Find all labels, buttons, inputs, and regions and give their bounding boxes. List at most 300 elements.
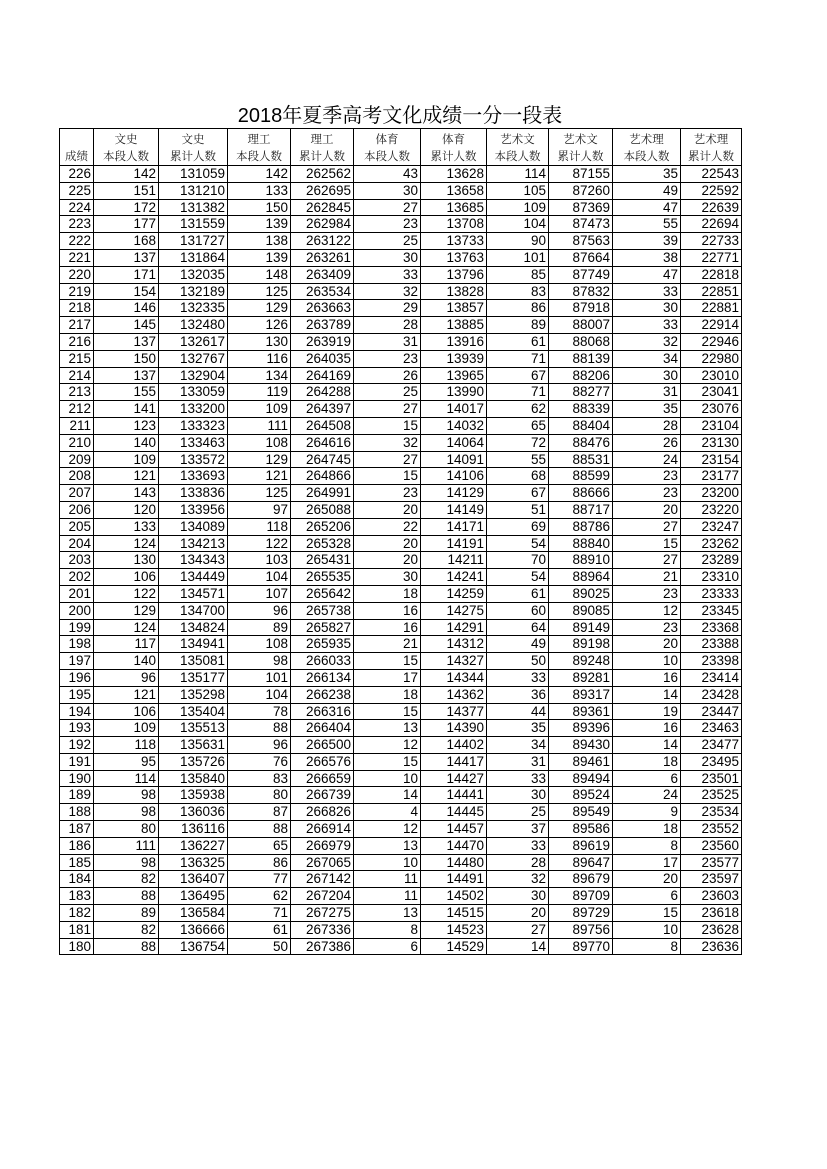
count-cell: 118 [94, 737, 159, 754]
count-cell: 132189 [159, 283, 228, 300]
column-header-label: 累计人数 [557, 149, 604, 163]
count-cell: 151 [94, 182, 159, 199]
table-row [60, 753, 742, 770]
count-cell: 14327 [421, 653, 487, 670]
score-cell: 188 [60, 804, 94, 821]
count-cell: 20 [354, 501, 421, 518]
column-header-group: 体育 [375, 132, 399, 146]
count-cell: 264991 [291, 485, 354, 502]
count-cell: 89 [487, 317, 549, 334]
count-cell: 262562 [291, 166, 354, 183]
column-header [354, 129, 421, 166]
count-cell: 30 [487, 888, 549, 905]
count-cell: 98 [94, 854, 159, 871]
count-cell: 142 [94, 166, 159, 183]
count-cell: 80 [228, 787, 291, 804]
table-row [60, 938, 742, 955]
count-cell: 88910 [549, 552, 613, 569]
count-cell: 265827 [291, 619, 354, 636]
count-cell: 15 [354, 753, 421, 770]
count-cell: 87369 [549, 199, 613, 216]
count-cell: 14502 [421, 888, 487, 905]
count-cell: 148 [228, 266, 291, 283]
count-cell: 8 [354, 921, 421, 938]
count-cell: 266914 [291, 821, 354, 838]
count-cell: 88 [228, 821, 291, 838]
count-cell: 34 [487, 737, 549, 754]
count-cell: 123 [94, 417, 159, 434]
count-cell: 49 [613, 182, 681, 199]
count-cell: 28 [487, 854, 549, 871]
count-cell: 65 [228, 837, 291, 854]
count-cell: 32 [487, 871, 549, 888]
count-cell: 23 [613, 619, 681, 636]
count-cell: 109 [94, 720, 159, 737]
count-cell: 16 [613, 669, 681, 686]
table-row [60, 636, 742, 653]
count-cell: 101 [487, 249, 549, 266]
count-cell: 23560 [681, 837, 742, 854]
count-cell: 87563 [549, 233, 613, 250]
table-row [60, 703, 742, 720]
count-cell: 23428 [681, 686, 742, 703]
count-cell: 27 [354, 401, 421, 418]
count-cell: 135404 [159, 703, 228, 720]
count-cell: 104 [228, 686, 291, 703]
count-cell: 13763 [421, 249, 487, 266]
count-cell: 89396 [549, 720, 613, 737]
column-header [94, 129, 159, 166]
count-cell: 88964 [549, 569, 613, 586]
count-cell: 20 [487, 905, 549, 922]
column-header-label: 累计人数 [688, 149, 734, 163]
count-cell: 55 [487, 451, 549, 468]
count-cell: 23414 [681, 669, 742, 686]
count-cell: 109 [94, 451, 159, 468]
count-cell: 23010 [681, 367, 742, 384]
score-cell: 209 [60, 451, 94, 468]
table-row [60, 720, 742, 737]
count-cell: 135631 [159, 737, 228, 754]
count-cell: 120 [94, 501, 159, 518]
count-cell: 88786 [549, 518, 613, 535]
count-cell: 11 [354, 888, 421, 905]
count-cell: 23628 [681, 921, 742, 938]
count-cell: 13939 [421, 350, 487, 367]
column-header-group: 艺术文 [563, 132, 598, 146]
column-header-group: 理工 [310, 132, 334, 146]
count-cell: 15 [613, 535, 681, 552]
count-cell: 267386 [291, 938, 354, 955]
count-cell: 10 [354, 854, 421, 871]
count-cell: 89461 [549, 753, 613, 770]
count-cell: 23 [613, 468, 681, 485]
count-cell: 23603 [681, 888, 742, 905]
count-cell: 267142 [291, 871, 354, 888]
table-row [60, 787, 742, 804]
count-cell: 14106 [421, 468, 487, 485]
count-cell: 13 [354, 837, 421, 854]
count-cell: 133 [94, 518, 159, 535]
count-cell: 71 [228, 905, 291, 922]
table-row [60, 518, 742, 535]
count-cell: 86 [487, 300, 549, 317]
count-cell: 14191 [421, 535, 487, 552]
count-cell: 89361 [549, 703, 613, 720]
count-cell: 135298 [159, 686, 228, 703]
count-cell: 15 [613, 905, 681, 922]
count-cell: 106 [94, 569, 159, 586]
column-header-group: 理工 [247, 132, 271, 146]
score-cell: 187 [60, 821, 94, 838]
count-cell: 15 [354, 703, 421, 720]
count-cell: 266500 [291, 737, 354, 754]
count-cell: 26 [613, 434, 681, 451]
count-cell: 82 [94, 871, 159, 888]
score-cell: 220 [60, 266, 94, 283]
count-cell: 23477 [681, 737, 742, 754]
column-header-label: 累计人数 [170, 149, 216, 163]
count-cell: 23447 [681, 703, 742, 720]
count-cell: 122 [94, 585, 159, 602]
count-cell: 265088 [291, 501, 354, 518]
score-cell: 191 [60, 753, 94, 770]
count-cell: 129 [228, 300, 291, 317]
count-cell: 8 [613, 837, 681, 854]
count-cell: 89 [228, 619, 291, 636]
column-header [228, 129, 291, 166]
count-cell: 264397 [291, 401, 354, 418]
count-cell: 101 [228, 669, 291, 686]
count-cell: 32 [354, 283, 421, 300]
count-cell: 23398 [681, 653, 742, 670]
count-cell: 29 [354, 300, 421, 317]
score-cell: 180 [60, 938, 94, 955]
count-cell: 14344 [421, 669, 487, 686]
count-cell: 97 [228, 501, 291, 518]
count-cell: 76 [228, 753, 291, 770]
score-cell: 213 [60, 384, 94, 401]
count-cell: 265431 [291, 552, 354, 569]
column-header [549, 129, 613, 166]
count-cell: 33 [354, 266, 421, 283]
count-cell: 21 [354, 636, 421, 653]
count-cell: 22818 [681, 266, 742, 283]
count-cell: 87664 [549, 249, 613, 266]
count-cell: 71 [487, 384, 549, 401]
score-cell: 217 [60, 317, 94, 334]
count-cell: 22946 [681, 333, 742, 350]
count-cell: 114 [487, 166, 549, 183]
score-cell: 207 [60, 485, 94, 502]
count-cell: 88 [228, 720, 291, 737]
count-cell: 22914 [681, 317, 742, 334]
count-cell: 33 [613, 317, 681, 334]
count-cell: 86 [228, 854, 291, 871]
count-cell: 31 [354, 333, 421, 350]
count-cell: 23388 [681, 636, 742, 653]
count-cell: 108 [228, 636, 291, 653]
table-row [60, 266, 742, 283]
count-cell: 89524 [549, 787, 613, 804]
count-cell: 23289 [681, 552, 742, 569]
column-header-group: 文史 [181, 132, 205, 146]
score-cell: 210 [60, 434, 94, 451]
score-cell: 226 [60, 166, 94, 183]
count-cell: 23618 [681, 905, 742, 922]
count-cell: 30 [487, 787, 549, 804]
score-cell: 218 [60, 300, 94, 317]
count-cell: 22980 [681, 350, 742, 367]
count-cell: 264508 [291, 417, 354, 434]
count-cell: 87918 [549, 300, 613, 317]
count-cell: 67 [487, 485, 549, 502]
count-cell: 34 [613, 350, 681, 367]
count-cell: 8 [613, 938, 681, 955]
count-cell: 23130 [681, 434, 742, 451]
count-cell: 132904 [159, 367, 228, 384]
count-cell: 125 [228, 485, 291, 502]
count-cell: 21 [613, 569, 681, 586]
count-cell: 27 [354, 199, 421, 216]
count-cell: 88277 [549, 384, 613, 401]
count-cell: 140 [94, 434, 159, 451]
count-cell: 125 [228, 283, 291, 300]
count-cell: 133323 [159, 417, 228, 434]
count-cell: 27 [487, 921, 549, 938]
table-row [60, 569, 742, 586]
count-cell: 133200 [159, 401, 228, 418]
count-cell: 33 [487, 770, 549, 787]
count-cell: 10 [354, 770, 421, 787]
count-cell: 71 [487, 350, 549, 367]
count-cell: 150 [228, 199, 291, 216]
count-cell: 138 [228, 233, 291, 250]
count-cell: 154 [94, 283, 159, 300]
count-cell: 129 [228, 451, 291, 468]
count-cell: 266238 [291, 686, 354, 703]
table-row [60, 653, 742, 670]
count-cell: 25 [354, 233, 421, 250]
count-cell: 23 [354, 216, 421, 233]
score-cell: 193 [60, 720, 94, 737]
count-cell: 263122 [291, 233, 354, 250]
count-cell: 20 [613, 871, 681, 888]
count-cell: 23495 [681, 753, 742, 770]
table-row [60, 585, 742, 602]
count-cell: 32 [354, 434, 421, 451]
count-cell: 267275 [291, 905, 354, 922]
table-row [60, 451, 742, 468]
count-cell: 89729 [549, 905, 613, 922]
count-cell: 262845 [291, 199, 354, 216]
count-cell: 23220 [681, 501, 742, 518]
count-cell: 121 [228, 468, 291, 485]
count-cell: 88476 [549, 434, 613, 451]
column-header-label: 累计人数 [430, 149, 477, 163]
count-cell: 16 [613, 720, 681, 737]
count-cell: 62 [487, 401, 549, 418]
count-cell: 13685 [421, 199, 487, 216]
count-cell: 14445 [421, 804, 487, 821]
count-cell: 31 [487, 753, 549, 770]
count-cell: 15 [354, 417, 421, 434]
count-cell: 134 [228, 367, 291, 384]
count-cell: 89281 [549, 669, 613, 686]
table-row [60, 333, 742, 350]
score-cell: 197 [60, 653, 94, 670]
count-cell: 14241 [421, 569, 487, 586]
count-cell: 23501 [681, 770, 742, 787]
count-cell: 14064 [421, 434, 487, 451]
count-cell: 14312 [421, 636, 487, 653]
count-cell: 88068 [549, 333, 613, 350]
count-cell: 132335 [159, 300, 228, 317]
score-cell: 208 [60, 468, 94, 485]
count-cell: 18 [354, 686, 421, 703]
count-cell: 80 [94, 821, 159, 838]
count-cell: 96 [228, 602, 291, 619]
count-cell: 89494 [549, 770, 613, 787]
count-cell: 155 [94, 384, 159, 401]
count-cell: 89198 [549, 636, 613, 653]
count-cell: 13796 [421, 266, 487, 283]
count-cell: 134571 [159, 585, 228, 602]
count-cell: 89709 [549, 888, 613, 905]
count-cell: 23463 [681, 720, 742, 737]
score-cell: 192 [60, 737, 94, 754]
count-cell: 69 [487, 518, 549, 535]
table-row [60, 737, 742, 754]
count-cell: 14 [487, 938, 549, 955]
count-cell: 14 [613, 686, 681, 703]
count-cell: 145 [94, 317, 159, 334]
count-cell: 132035 [159, 266, 228, 283]
count-cell: 13733 [421, 233, 487, 250]
count-cell: 87749 [549, 266, 613, 283]
count-cell: 89 [94, 905, 159, 922]
score-cell: 202 [60, 569, 94, 586]
count-cell: 51 [487, 501, 549, 518]
count-cell: 14417 [421, 753, 487, 770]
count-cell: 25 [487, 804, 549, 821]
column-header-label: 本段人数 [103, 149, 149, 163]
count-cell: 136495 [159, 888, 228, 905]
count-cell: 88 [94, 888, 159, 905]
count-cell: 27 [354, 451, 421, 468]
count-cell: 23577 [681, 854, 742, 871]
count-cell: 109 [487, 199, 549, 216]
count-cell: 15 [354, 468, 421, 485]
count-cell: 23345 [681, 602, 742, 619]
count-cell: 13828 [421, 283, 487, 300]
count-cell: 265535 [291, 569, 354, 586]
count-cell: 98 [94, 787, 159, 804]
count-cell: 133059 [159, 384, 228, 401]
count-cell: 13 [354, 905, 421, 922]
count-cell: 263789 [291, 317, 354, 334]
count-cell: 126 [228, 317, 291, 334]
count-cell: 24 [613, 787, 681, 804]
count-cell: 54 [487, 569, 549, 586]
count-cell: 14390 [421, 720, 487, 737]
table-row [60, 854, 742, 871]
count-cell: 23597 [681, 871, 742, 888]
count-cell: 26 [354, 367, 421, 384]
column-header-group: 艺术文 [500, 132, 535, 146]
count-cell: 150 [94, 350, 159, 367]
count-cell: 15 [354, 653, 421, 670]
count-cell: 87 [228, 804, 291, 821]
count-cell: 134213 [159, 535, 228, 552]
count-cell: 61 [228, 921, 291, 938]
column-header-group: 艺术理 [693, 132, 729, 146]
count-cell: 22851 [681, 283, 742, 300]
count-cell: 19 [613, 703, 681, 720]
column-header [487, 129, 549, 166]
count-cell: 61 [487, 585, 549, 602]
count-cell: 263261 [291, 249, 354, 266]
count-cell: 263534 [291, 283, 354, 300]
table-row [60, 401, 742, 418]
count-cell: 23534 [681, 804, 742, 821]
count-cell: 83 [228, 770, 291, 787]
count-cell: 43 [354, 166, 421, 183]
count-cell: 17 [354, 669, 421, 686]
count-cell: 137 [94, 249, 159, 266]
table-row [60, 249, 742, 266]
count-cell: 18 [613, 753, 681, 770]
score-cell: 225 [60, 182, 94, 199]
count-cell: 14402 [421, 737, 487, 754]
column-header-group: 文史 [114, 132, 138, 146]
column-header-group: 艺术理 [629, 132, 664, 146]
count-cell: 47 [613, 199, 681, 216]
count-cell: 88139 [549, 350, 613, 367]
count-cell: 265738 [291, 602, 354, 619]
count-cell: 88007 [549, 317, 613, 334]
count-cell: 13658 [421, 182, 487, 199]
count-cell: 33 [613, 283, 681, 300]
count-cell: 14377 [421, 703, 487, 720]
count-cell: 20 [354, 535, 421, 552]
table-row [60, 804, 742, 821]
count-cell: 103 [228, 552, 291, 569]
score-cell: 211 [60, 417, 94, 434]
table-row [60, 216, 742, 233]
count-cell: 136584 [159, 905, 228, 922]
count-cell: 88404 [549, 417, 613, 434]
count-cell: 54 [487, 535, 549, 552]
count-cell: 89025 [549, 585, 613, 602]
count-cell: 25 [354, 384, 421, 401]
count-cell: 23104 [681, 417, 742, 434]
score-cell: 201 [60, 585, 94, 602]
count-cell: 23636 [681, 938, 742, 955]
count-cell: 31 [613, 384, 681, 401]
table-row [60, 888, 742, 905]
count-cell: 82 [94, 921, 159, 938]
table-row [60, 770, 742, 787]
count-cell: 23154 [681, 451, 742, 468]
column-header-label: 累计人数 [299, 149, 345, 163]
count-cell: 20 [613, 501, 681, 518]
column-header-group: 体育 [442, 132, 465, 146]
header-row [60, 129, 742, 166]
count-cell: 13 [354, 720, 421, 737]
count-cell: 88666 [549, 485, 613, 502]
count-cell: 136227 [159, 837, 228, 854]
